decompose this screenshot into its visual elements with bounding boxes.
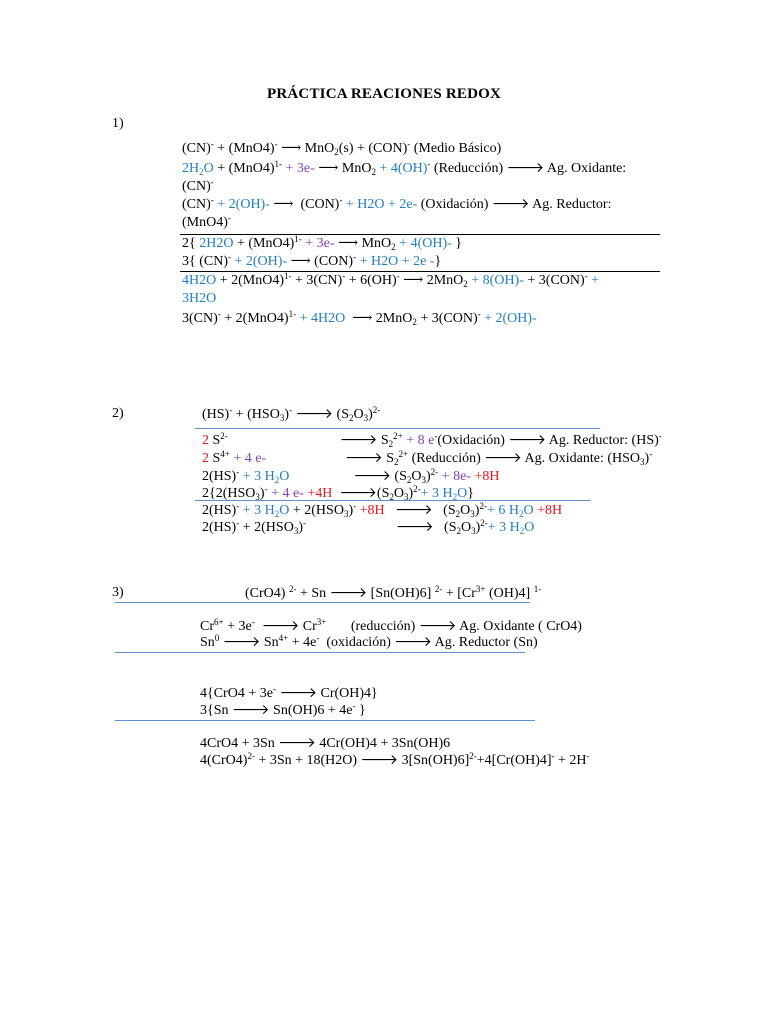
section-number-3: 3) [112,585,124,600]
underline-mark [115,720,535,721]
underline-mark [195,500,590,501]
s3-line-1: (CrO4) $^{2-}$ + Sn 🡒 [Sn(OH)6] $^{2-} + [Cr^{3+}$ (OH)4] $^{1-}$ [245,584,542,601]
s2-line-6: 2(HS)- + 3 $H_2O + 2(HSO_3)^- +8H$ 🡒 $(S_2O_3)^{2-}+ 6$ $H_2O +8H$ [202,501,563,519]
s3-line-2: $Cr^{6+} + 3e^-$ 🡒 $Cr^{3+}$ (reducción) 🡒 Ag. Oxidante ( CrO4) [200,617,582,634]
s2-line-3: 2 $S^{4+} + 4$ e- 🡒 $S_2^{2+}$ (Reducción) 🡒 Ag. Oxidante: $(HSO_3)^-$ [202,449,653,467]
s2-line-2: 2 $S^{2-}$ 🡒 $S_2^{2+} + 8$ e-(Oxidación) 🡒 Ag. Reductor: (HS)- [202,431,662,449]
s3-line-4: 4{CrO4 + 3e- 🡒 Cr(OH)4} [200,684,378,701]
s1-line-4: 2{ $2H2O + (MnO4)^{1-} + 3e-$ ⟶ MnO$_2$ + 4(OH)- } [182,234,463,252]
s1-line-7: $3(CN)^- + 2(MnO4)^{1-} + 4H2O$ ⟶ 2MnO$_2$ + 3(CON)- + 2(OH)- [182,309,537,327]
s1-line-3: (CN)- + 2(OH)- ⟶ (CON)- + H2O + 2e- (Oxidación) 🡒 Ag. Reductor: [182,195,612,212]
underline-mark [195,428,600,429]
underline-mark [115,652,525,653]
s2-line-1: $(HS)^- + (HSO_3)^-$ 🡒 $(S_2O_3)^{2-}$ [202,405,381,423]
section-number-1: 1) [112,116,124,131]
s3-line-7: $4(CrO4)^{2-} + 3Sn + 18(H2O)$ 🡒 $3[Sn(OH)6]^{2-}+4[Cr(OH)4]^- + 2H^-$ [200,751,590,768]
s2-line-4: 2(HS)- + 3 $H_2O$ 🡒 $(S_2O_3)^{2-} + 8e- +8H$ [202,467,500,485]
s1-line-2b: (CN)- [182,177,214,194]
underline-mark [115,602,530,603]
s1-line-6b: 3H2O [182,291,217,306]
page-title: PRÁCTICA REACIONES REDOX [267,86,501,102]
section-number-2: 2) [112,406,124,421]
s2-line-5: $2\{2(HSO_3)^- + 4$ e- +4H $🡒(S_2O_3)^{2-}+ 3$ $H_2O$} [202,484,475,502]
s3-line-6: 4CrO4 + 3Sn 🡒 4Cr(OH)4 + 3Sn(OH)6 [200,736,451,751]
s3-line-5: 3{Sn 🡒 Sn(OH)6 + 4e- } [200,701,366,718]
s2-line-7: $2(HS)^- + 2(HSO_3)^-$ 🡒 $(S_2O_3)^{2-}+ 3$ $H_2O$ [202,518,535,536]
s1-line-1: (CN)- + (MnO4)- ⟶ MnO$_2$(s) + (CON)- (Medio Básico) [182,139,502,157]
s3-line-3: Sn$^0$ 🡒 $Sn^{4+} + 4e^-$ (oxidación) 🡒 Ag. Reductor (Sn) [200,633,538,650]
s1-line-2: $2H_2O + (MnO4)^{1-} + 3e-$ ⟶ MnO$_2$ + 4(OH)- (Reducción) 🡒 Ag. Oxidante: [182,159,627,177]
s1-line-5: 3{ (CN)- + 2(OH)- ⟶ (CON)- + H2O + 2e -} [182,252,442,269]
s1-line-3b: (MnO4)- [182,213,231,230]
s1-line-6: $4H2O + 2(MnO4)^{1-} + 3(CN)^- + 6(OH)^-$ ⟶ 2MnO$_2$ + 8(OH)- + 3(CON)- + [182,271,600,289]
